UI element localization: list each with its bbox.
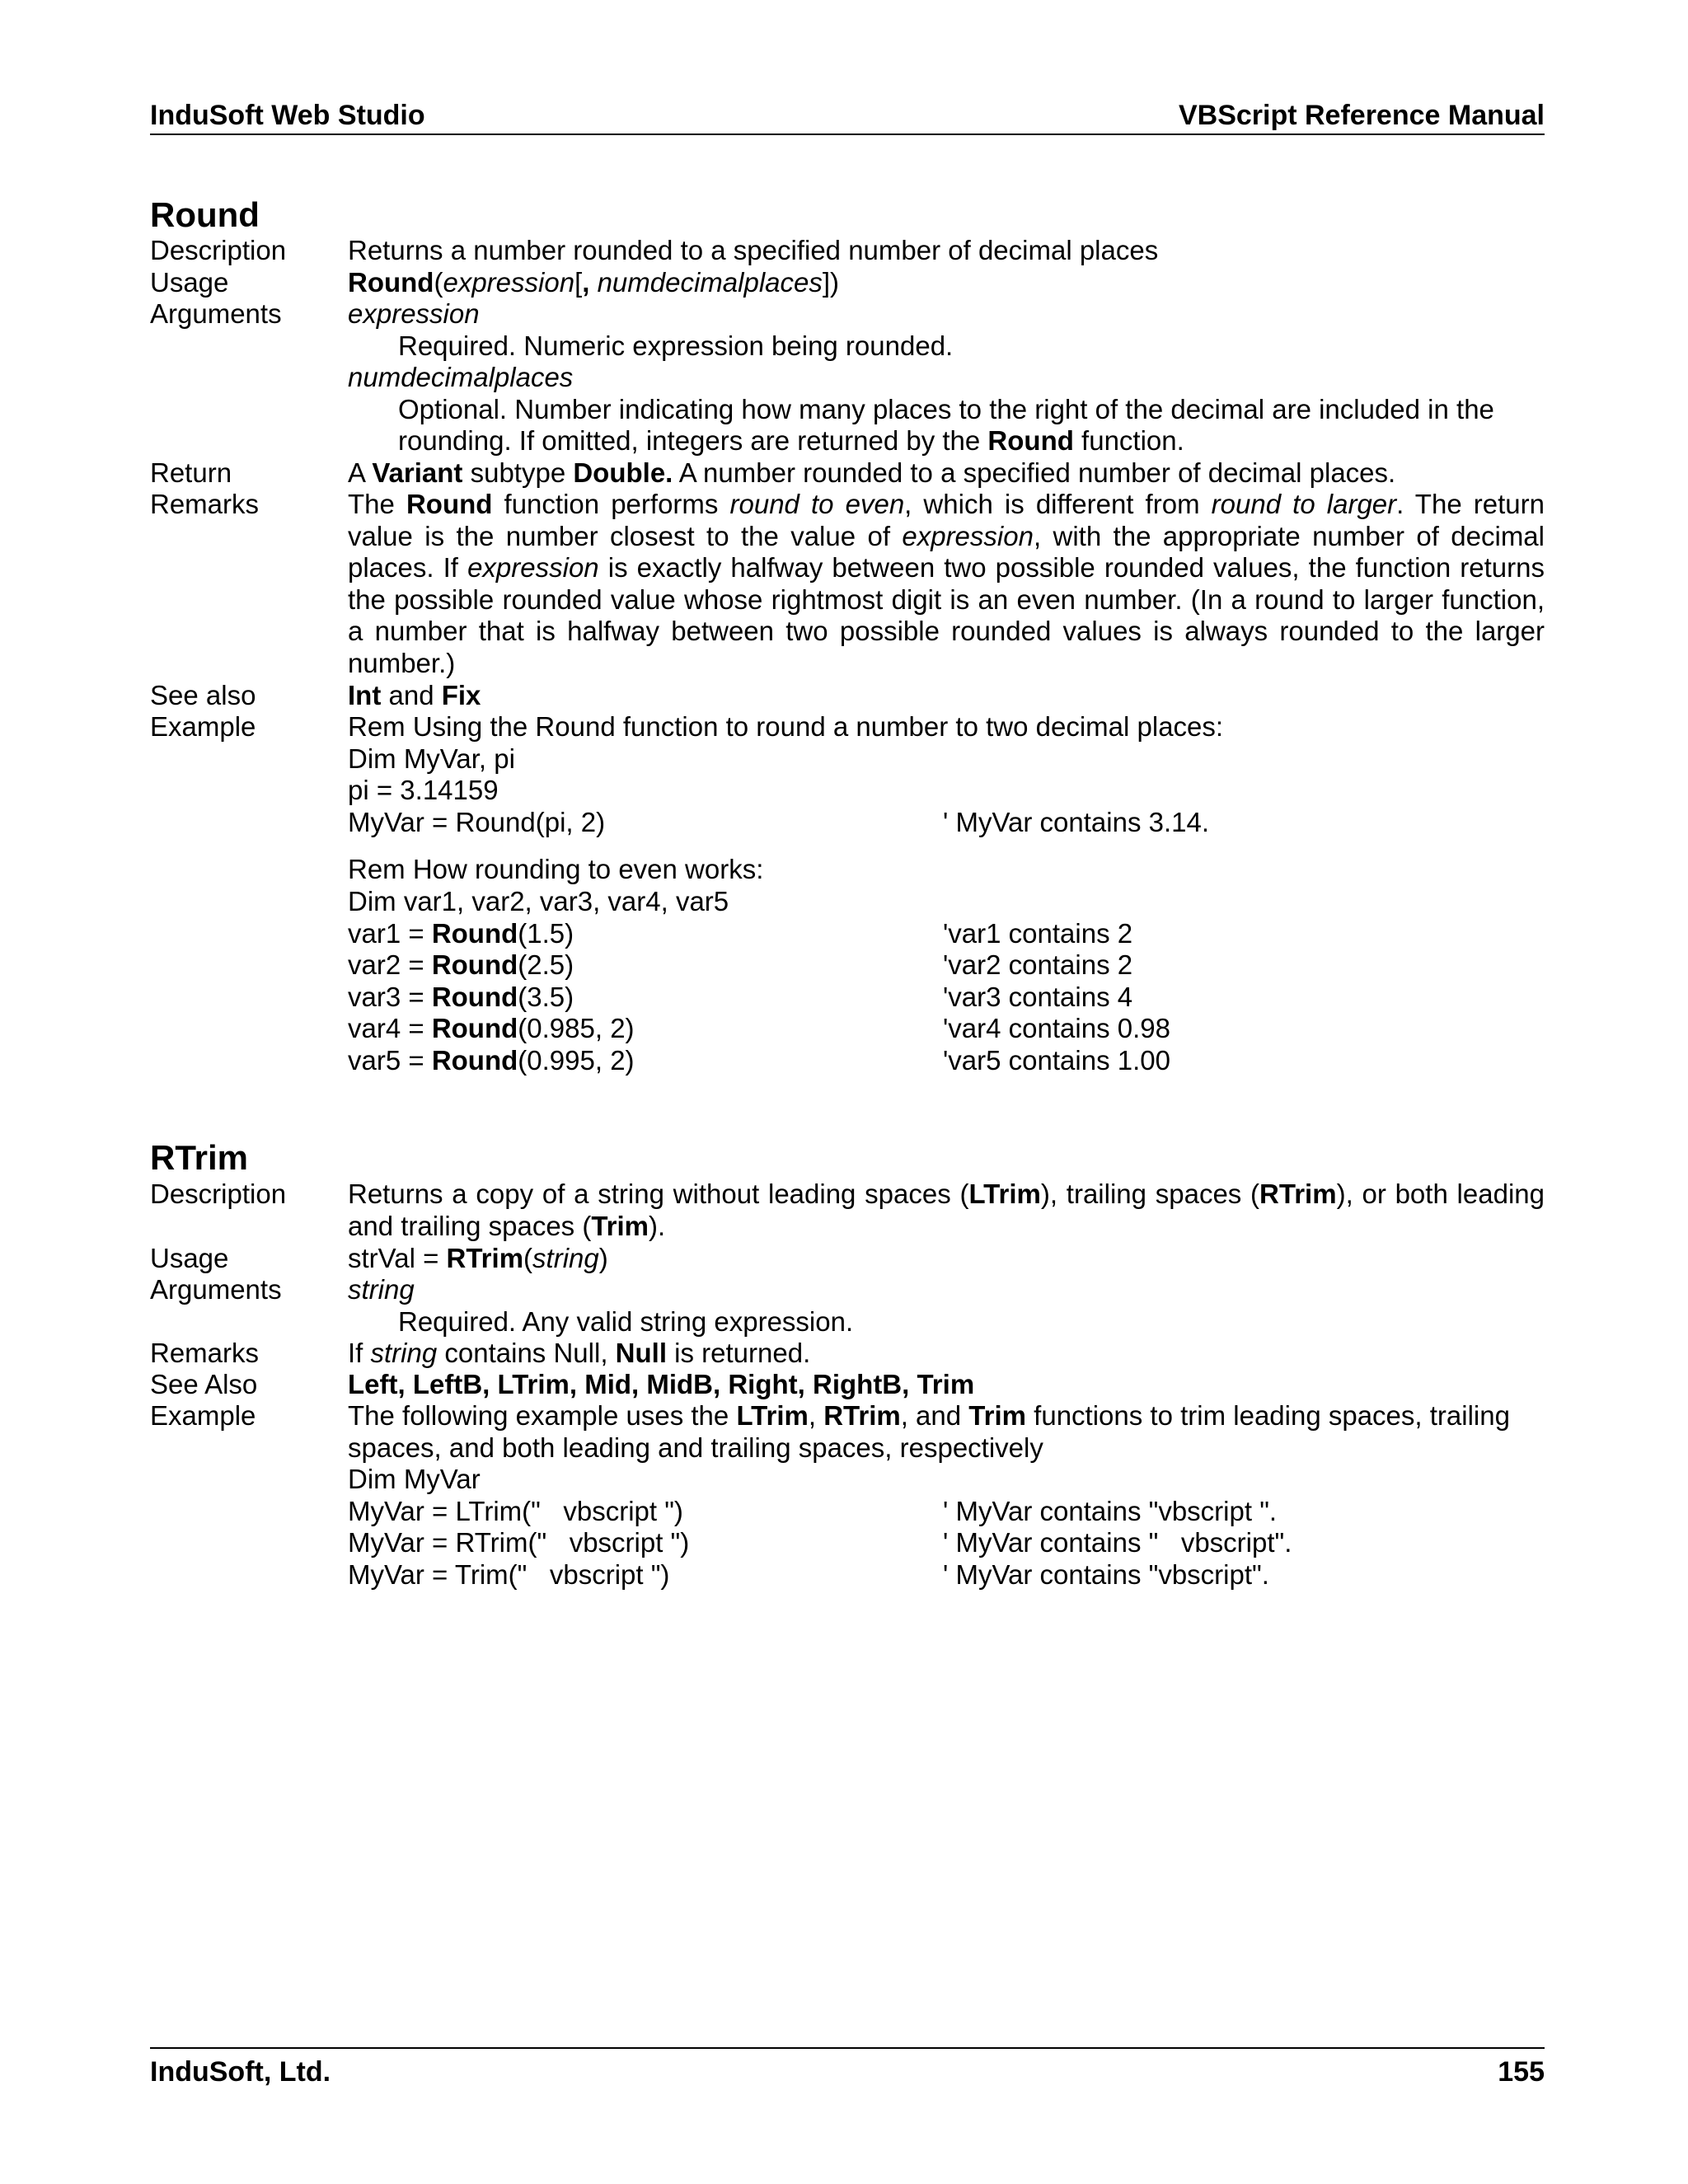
round-arguments: [348, 298, 1545, 457]
argument-description: Required. Numeric expression being rounded.: [398, 330, 954, 361]
code-line: Rem How rounding to even works:: [348, 854, 764, 885]
code-line: var3 = Round(3.5) 'var3 contains 4: [348, 981, 1133, 1012]
footer-company: InduSoft, Ltd.: [150, 2056, 331, 2088]
code-line: var1 = Round(1.5) 'var1 contains 2: [348, 917, 1133, 949]
page-footer: [150, 2047, 1545, 2088]
round-description: Returns a number rounded to a specified number of decimal places: [348, 235, 1159, 265]
code-comment: ' MyVar contains " vbscript".: [943, 1527, 1292, 1558]
code-comment: ' MyVar contains "vbscript".: [943, 1558, 1269, 1590]
code-line: MyVar = RTrim(" vbscript ") ' MyVar contains " vbscript".: [348, 1527, 1292, 1558]
label-example: Example: [150, 711, 256, 742]
argument-description: Required. Any valid string expression.: [398, 1305, 854, 1337]
argument-description: Optional. Number indicating how many places to the right of the decimal are included in the rounding. If omitted, integers are returned by the Round function.: [398, 393, 1494, 457]
code-line: Rem Using the Round function to round a number to two decimal places:: [348, 711, 1224, 742]
label-see-also: See Also: [150, 1369, 258, 1399]
page-number: 155: [1498, 2056, 1545, 2088]
label-arguments: Arguments: [150, 298, 282, 329]
code-line: MyVar = LTrim(" vbscript ") ' MyVar contains "vbscript ".: [348, 1495, 1278, 1526]
code-comment: 'var3 contains 4: [943, 981, 1133, 1012]
code-line: var5 = Round(0.995, 2) 'var5 contains 1.00: [348, 1044, 1170, 1076]
label-example: Example: [150, 1400, 256, 1431]
round-return: A Variant subtype Double. A number rounded to a specified number of decimal places.: [348, 457, 1396, 488]
code-line: MyVar = Trim(" vbscript ") ' MyVar contains "vbscript".: [348, 1558, 1269, 1590]
rtrim-example: The following example uses the LTrim, RTrim, and Trim functions to trim leading spaces, trailing spaces, and both leading and trailing spaces, respectively Dim MyVar MyVar = LTrim(" vbscript ") ' MyVar contains "vbscript ". MyVar = RTrim(" vbscript ") ' MyVar contains " vbscript". MyVar = Trim(" vbscript ") ' MyVar contains "vbscript".: [348, 1400, 1545, 1591]
label-arguments: Arguments: [150, 1274, 282, 1305]
round-see-also: Int and Fix: [348, 680, 481, 710]
label-description: Description: [150, 235, 287, 265]
argument-name: expression: [348, 298, 480, 329]
round-example: [348, 711, 1545, 1077]
rtrim-see-also: Left, LeftB, LTrim, Mid, MidB, Right, RightB, Trim: [348, 1369, 975, 1399]
rtrim-usage: strVal = RTrim(string): [348, 1243, 608, 1273]
code-comment: ' MyVar contains "vbscript ".: [943, 1495, 1278, 1526]
section-title-round: Round: [150, 195, 260, 234]
label-usage: Usage: [150, 267, 229, 298]
code-line: var4 = Round(0.985, 2) 'var4 contains 0.98: [348, 1013, 1170, 1044]
code-line: Dim MyVar: [348, 1464, 481, 1495]
label-return: Return: [150, 457, 232, 488]
page-header: [150, 97, 1545, 135]
label-usage: Usage: [150, 1243, 229, 1273]
code-line: Dim var1, var2, var3, var4, var5: [348, 885, 729, 916]
argument-name: string: [348, 1274, 415, 1305]
code-comment: 'var2 contains 2: [943, 949, 1133, 981]
round-usage: Round(expression[, numdecimalplaces]): [348, 267, 840, 298]
code-comment: 'var1 contains 2: [943, 917, 1133, 949]
label-remarks: Remarks: [150, 489, 260, 519]
code-line: var2 = Round(2.5) 'var2 contains 2: [348, 949, 1133, 981]
usage-fn: Round: [348, 267, 434, 298]
rtrim-remarks: If string contains Null, Null is returned.: [348, 1338, 811, 1368]
code-line: Dim MyVar, pi: [348, 743, 515, 774]
code-line: pi = 3.14159: [348, 775, 499, 806]
argument-name: numdecimalplaces: [348, 362, 574, 393]
code-comment: 'var5 contains 1.00: [943, 1044, 1170, 1076]
code-line: MyVar = Round(pi, 2) ' MyVar contains 3.14.: [348, 806, 1210, 837]
header-manual-title: VBScript Reference Manual: [1178, 100, 1545, 131]
code-comment: ' MyVar contains 3.14.: [943, 806, 1210, 837]
label-description: Description: [150, 1179, 287, 1209]
section-title-rtrim: RTrim: [150, 1138, 249, 1177]
round-remarks: The Round function performs round to even, which is different from round to larger. The return value is the number closest to the value of expression, with the appropriate number of decimal places. If expression is exactly halfway between two possible rounded values, the function returns the possible rounded value whose rightmost digit is an even number. (In a round to larger function, a number that is halfway between two possible rounded values is always rounded to the larger number.): [348, 489, 1545, 678]
label-remarks: Remarks: [150, 1338, 260, 1368]
rtrim-description: Returns a copy of a string without leading spaces (LTrim), trailing spaces (RTrim), or both leading and trailing spaces (Trim).: [348, 1179, 1545, 1241]
code-comment: 'var4 contains 0.98: [943, 1013, 1170, 1044]
rtrim-arguments: [348, 1274, 1545, 1338]
header-product-title: InduSoft Web Studio: [150, 100, 425, 131]
label-see-also: See also: [150, 680, 256, 710]
